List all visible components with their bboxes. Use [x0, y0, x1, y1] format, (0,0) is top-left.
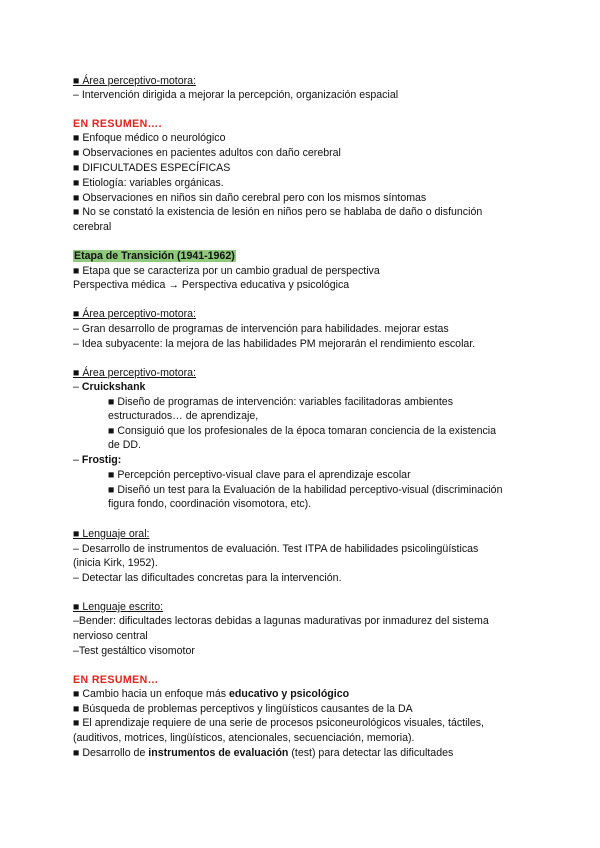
bullet-item: ■ No se constató la existencia de lesión en niños pero se hablaba de daño o disfunción: [73, 206, 483, 218]
section-heading-written-language: ■ Lenguaje escrito:: [73, 601, 164, 613]
bullet-bold-text: instrumentos de evaluación: [148, 747, 289, 759]
bullet-item: [73, 687, 349, 702]
summary-heading: EN RESUMEN….: [73, 118, 162, 130]
bullet-item: ■ Etapa que se caracteriza por un cambio gradual de perspectiva: [73, 265, 380, 277]
text-line: (auditivos, motrices, lingüísticos, atencionales, secuenciación, memoria).: [73, 732, 415, 744]
bullet-text: (test) para detectar las dificultades: [288, 747, 454, 759]
summary-heading: EN RESUMEN…: [73, 674, 159, 686]
bullet-item: ■ Observaciones en niños sin daño cerebral pero con los mismos síntomas: [73, 192, 427, 204]
text-line: estructurados… de aprendizaje,: [108, 410, 259, 422]
text-line: nervioso central: [73, 630, 148, 642]
bullet-bold-text: educativo y psicológico: [228, 688, 350, 700]
bullet-item: ■ Diseñó un test para la Evaluación de la habilidad perceptivo-visual (discriminación: [108, 484, 503, 496]
dash: –: [73, 381, 82, 393]
text-line: Perspectiva médica → Perspectiva educativa y psicológica: [73, 279, 350, 291]
dash: –: [73, 454, 82, 466]
bullet-item: ■ Consiguió que los profesionales de la época tomaran conciencia de la existencia: [108, 425, 497, 437]
section-heading-perceptual-motor: ■ Área perceptivo-motora:: [73, 75, 196, 87]
section-heading-perceptual-motor: ■ Área perceptivo-motora:: [73, 367, 196, 379]
stage-heading: [73, 249, 236, 264]
author-line: [73, 453, 121, 468]
bullet-item: ■ DIFICULTADES ESPECÍFICAS: [73, 162, 231, 174]
section-heading-oral-language: ■ Lenguaje oral:: [73, 528, 150, 540]
bullet-item: [73, 746, 453, 761]
text-line: – Desarrollo de instrumentos de evaluación. Test ITPA de habilidades psicolingüísticas: [73, 543, 479, 555]
text-line: – Gran desarrollo de programas de intervención para habilidades. mejorar estas: [73, 323, 449, 335]
bullet-item: ■ Percepción perceptivo-visual clave para el aprendizaje escolar: [108, 469, 411, 481]
text-line: figura fondo, coordinación visomotora, etc).: [108, 498, 312, 510]
text-line: –Test gestáltico visomotor: [73, 645, 195, 657]
text-line: de DD.: [108, 439, 141, 451]
bullet-item: ■ Etiología: variables orgánicas.: [73, 177, 224, 189]
text-line: – Idea subyacente: la mejora de las habilidades PM mejorarán el rendimiento escolar.: [73, 338, 476, 350]
bullet-item: ■ Búsqueda de problemas perceptivos y lingüísticos causantes de la DA: [73, 703, 413, 715]
section-heading-perceptual-motor: ■ Área perceptivo-motora:: [73, 308, 196, 320]
text-line: –Bender: dificultades lectoras debidas a lagunas madurativas por inmadurez del sistema: [73, 615, 489, 627]
bullet-item: ■ Enfoque médico o neurológico: [73, 132, 226, 144]
text-line: cerebral: [73, 221, 112, 233]
text-line: – Detectar las dificultades concretas para la intervención.: [73, 572, 342, 584]
bullet-item: ■ Observaciones en pacientes adultos con daño cerebral: [73, 147, 341, 159]
bullet-item: ■ Diseño de programas de intervención: variables facilitadoras ambientes: [108, 396, 453, 408]
bullet-text: ■ Cambio hacia un enfoque más: [73, 688, 229, 700]
stage-heading-highlight: Etapa de Transición (1941-1962): [74, 250, 235, 262]
text-line: (inicia Kirk, 1952).: [73, 557, 158, 569]
author-line: [73, 380, 145, 395]
bullet-text: ■ Desarrollo de: [73, 747, 149, 759]
author-name: Cruickshank: [81, 381, 146, 393]
text-line: – Intervención dirigida a mejorar la percepción, organización espacial: [73, 89, 399, 101]
author-name: Frostig:: [81, 454, 122, 466]
bullet-item: ■ El aprendizaje requiere de una serie de procesos psiconeurológicos visuales, táctiles,: [73, 717, 484, 729]
